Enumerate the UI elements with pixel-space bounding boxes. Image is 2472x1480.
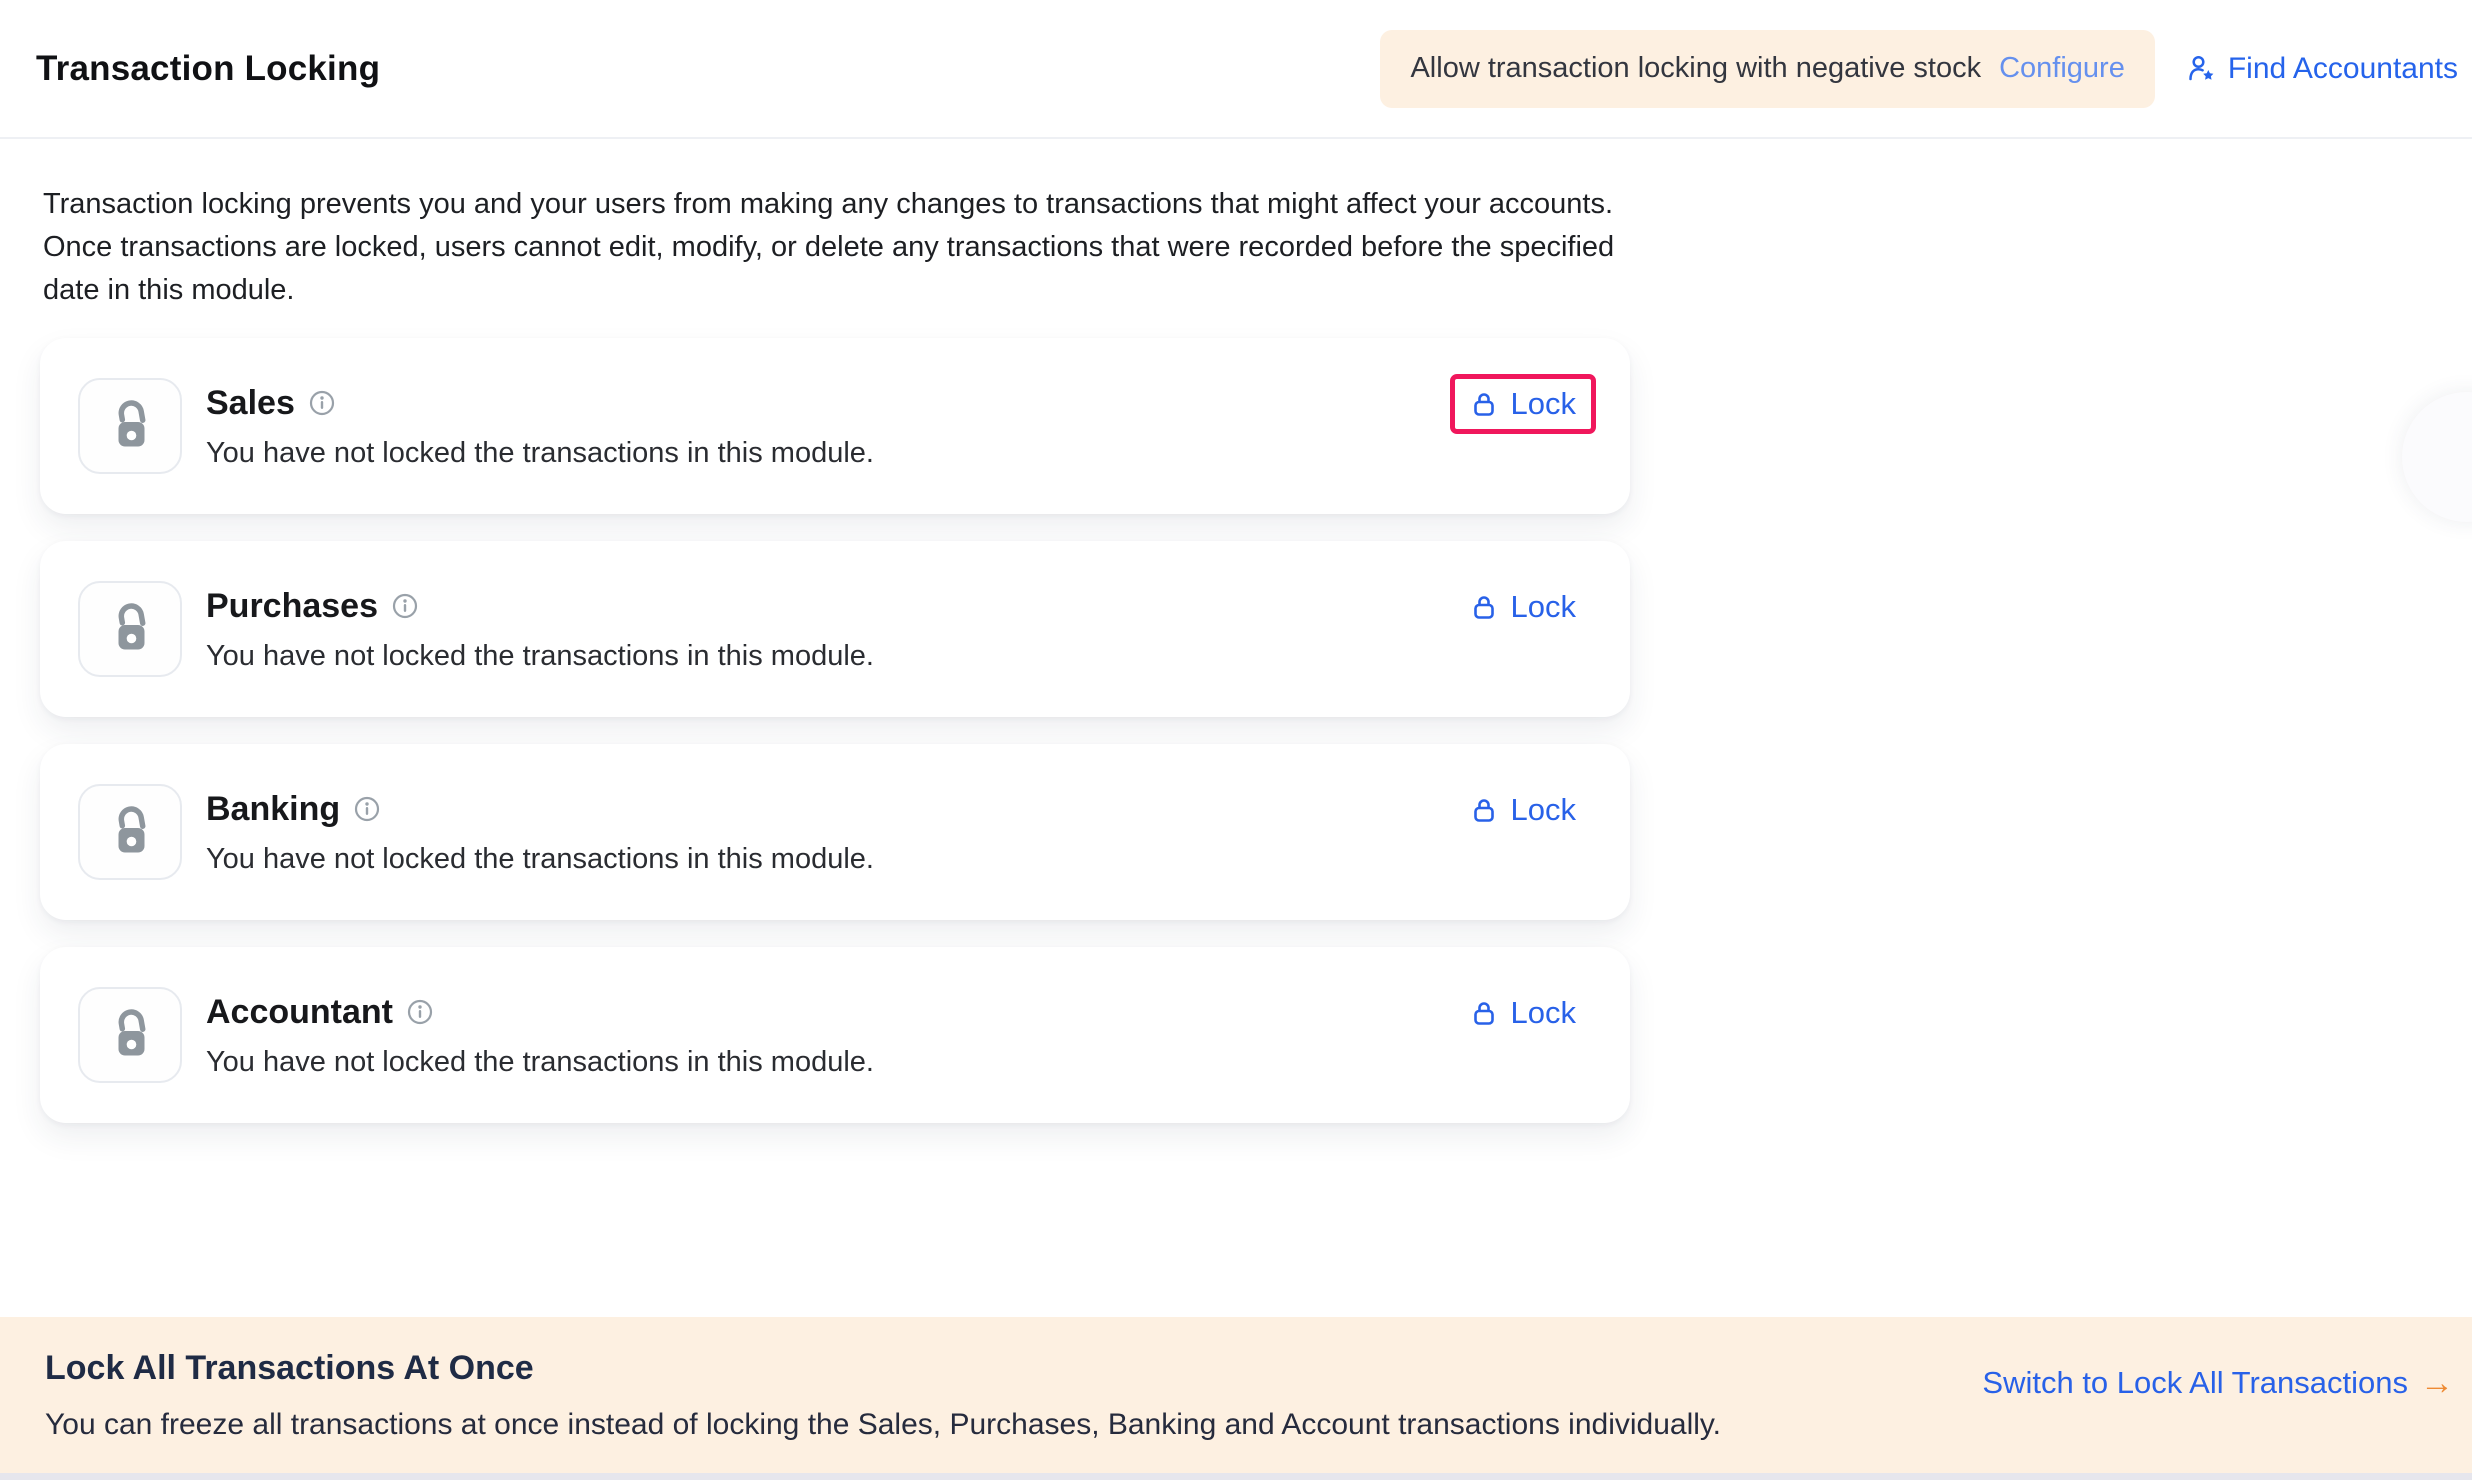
lock-button-sales[interactable] — [1450, 374, 1596, 434]
module-title: Banking — [206, 789, 341, 828]
bottom-edge-strip — [0, 1473, 2472, 1480]
lock-all-title: Lock All Transactions At Once — [45, 1348, 534, 1387]
unlocked-padlock-icon — [78, 987, 182, 1083]
switch-to-lock-all-label: Switch to Lock All Transactions — [1982, 1365, 2408, 1400]
main-content — [0, 183, 2472, 1123]
info-circle-icon[interactable] — [354, 796, 380, 822]
configure-link[interactable]: Configure — [1999, 52, 2125, 84]
lock-all-description: You can freeze all transactions at once instead of locking the Sales, Purchases, Banking and Account transactions individually. — [45, 1407, 1722, 1441]
module-status-text: You have not locked the transactions in this module. — [206, 436, 874, 469]
module-title: Accountant — [206, 992, 393, 1031]
negative-stock-banner-text: Allow transaction locking with negative stock — [1410, 52, 1982, 84]
module-status-text: You have not locked the transactions in this module. — [206, 639, 874, 672]
unlocked-padlock-icon — [78, 581, 182, 677]
padlock-outline-icon — [1470, 999, 1498, 1027]
header-actions — [1380, 30, 2458, 108]
arrow-right-icon: → — [2420, 1364, 2454, 1402]
unlocked-padlock-icon — [78, 378, 182, 474]
page-title: Transaction Locking — [36, 48, 381, 88]
person-star-icon — [2187, 54, 2217, 84]
info-circle-icon[interactable] — [407, 999, 433, 1025]
lock-button-label: Lock — [1510, 792, 1576, 827]
module-card-sales — [40, 338, 1630, 514]
lock-button-label: Lock — [1510, 995, 1576, 1030]
module-title: Sales — [206, 383, 295, 422]
lock-button-banking[interactable] — [1450, 780, 1596, 840]
module-status-text: You have not locked the transactions in this module. — [206, 842, 874, 875]
find-accountants-label: Find Accountants — [2227, 51, 2458, 85]
module-title: Purchases — [206, 586, 378, 625]
module-card-accountant — [40, 947, 1630, 1123]
module-info — [206, 790, 874, 875]
lock-button-purchases[interactable] — [1450, 577, 1596, 637]
switch-to-lock-all-link[interactable] — [1982, 1365, 2454, 1401]
module-card-purchases — [40, 541, 1630, 717]
info-circle-icon[interactable] — [392, 593, 418, 619]
lock-button-accountant[interactable] — [1450, 983, 1596, 1043]
lock-all-text-block — [45, 1349, 1721, 1442]
padlock-outline-icon — [1470, 390, 1498, 418]
info-circle-icon[interactable] — [309, 390, 335, 416]
lock-button-label: Lock — [1510, 386, 1576, 421]
module-status-text: You have not locked the transactions in this module. — [206, 1045, 874, 1078]
page-header — [0, 0, 2472, 139]
module-card-banking — [40, 744, 1630, 920]
lock-button-label: Lock — [1510, 589, 1576, 624]
negative-stock-banner — [1380, 30, 2154, 108]
module-info — [206, 384, 874, 469]
page-description: Transaction locking prevents you and your users from making any changes to transactions that might affect your accounts. Once transactions are locked, users cannot edit, modify, or delete any transactions that were recorded before the specified date in this module. — [43, 188, 1615, 306]
module-info — [206, 993, 874, 1078]
lock-all-banner — [0, 1317, 2472, 1473]
unlocked-padlock-icon — [78, 784, 182, 880]
find-accountants-link[interactable] — [2187, 52, 2458, 86]
padlock-outline-icon — [1470, 593, 1498, 621]
padlock-outline-icon — [1470, 796, 1498, 824]
module-info — [206, 587, 874, 672]
